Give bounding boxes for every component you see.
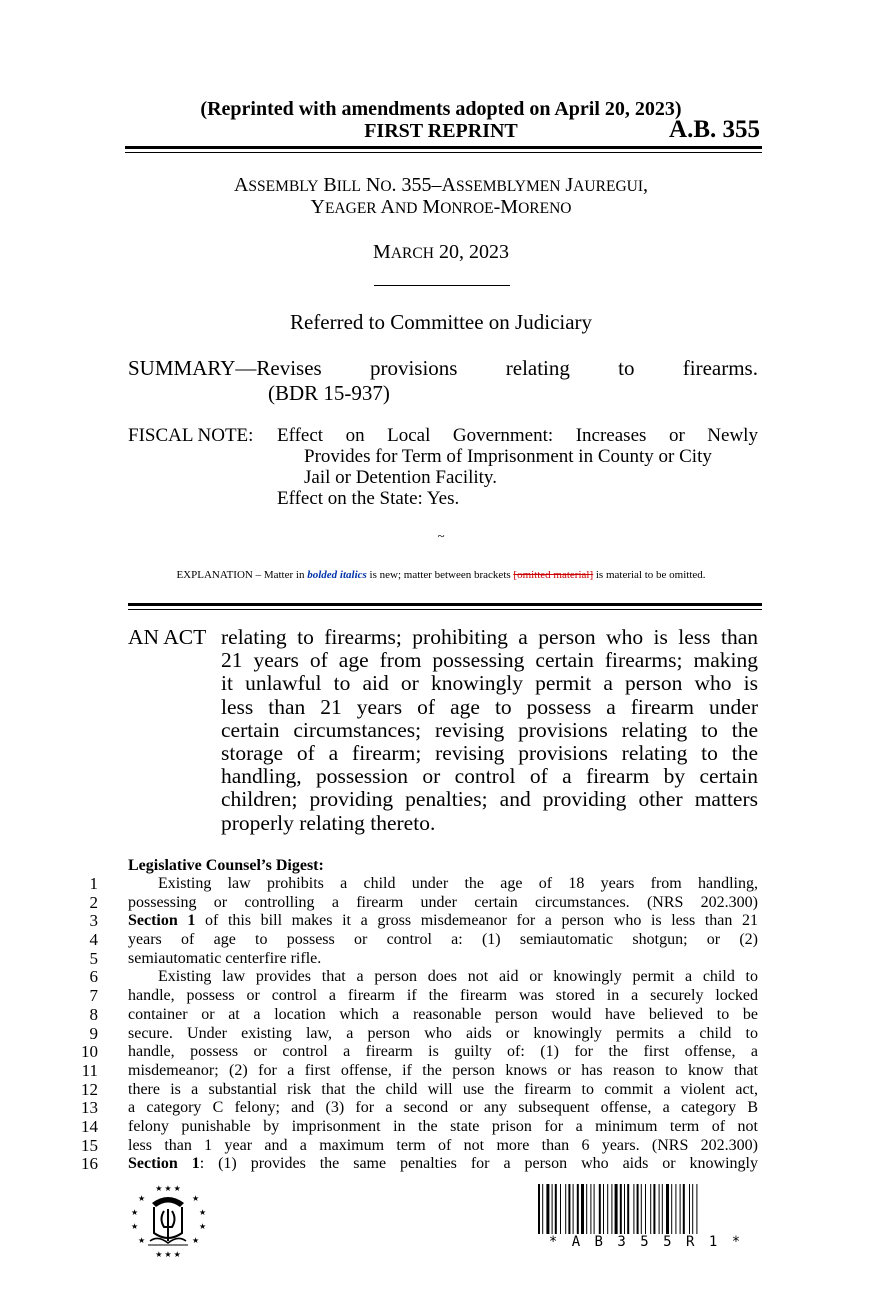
fiscal-note-line-4-text: Effect on the State: Yes. <box>277 488 460 509</box>
fiscal-note-line-1-words <box>277 425 758 446</box>
explanation-rule <box>128 603 762 606</box>
section-reference: Section 1 <box>128 1155 200 1173</box>
summary-word: relating <box>505 356 570 380</box>
digest-line-text <box>128 894 758 913</box>
digest-line-content: less than 1 year and a maximum term of not more than 6 years. (NRS 202.300) <box>128 1136 758 1154</box>
digest-line-text <box>128 875 758 894</box>
line-number: 16 <box>81 1154 98 1174</box>
line-number: 9 <box>89 1023 98 1043</box>
fiscal-note-line-3 <box>128 467 758 488</box>
act-text: certain circumstances; revising provisions relating to the <box>221 717 758 742</box>
header-rule-thin <box>125 152 762 153</box>
reprint-note: (Reprinted with amendments adopted on April 20, 2023) <box>200 98 682 120</box>
date-underline <box>374 285 510 286</box>
act-text: it unlawful to aid or knowingly permit a person who is <box>221 671 758 696</box>
section-reference: Section 1 <box>128 912 196 930</box>
digest-line-content: Existing law provides that a person does not aid or knowingly permit a child to <box>158 968 758 986</box>
digest-line-content: there is a substantial risk that the child will use the firearm to commit a violent act, <box>128 1080 758 1098</box>
fiscal-word: Newly <box>707 425 758 446</box>
explanation-prefix: EXPLANATION – Matter in <box>176 569 308 581</box>
fiscal-note-line-3-text: Jail or Detention Facility. <box>304 467 497 488</box>
fiscal-note-line-1 <box>128 425 758 446</box>
digest-line-content: : (1) provides the same penalties for a person who aids or knowingly <box>199 1155 758 1173</box>
section-separator: ~ <box>437 528 445 543</box>
digest-line-text <box>128 1062 758 1081</box>
barcode-icon <box>538 1184 754 1234</box>
line-number: 5 <box>89 948 98 968</box>
act-line-1 <box>128 626 758 649</box>
digest-line <box>89 930 758 950</box>
line-number: 13 <box>81 1098 98 1118</box>
digest-line <box>89 911 758 931</box>
fiscal-note-label: FISCAL NOTE: <box>128 425 254 446</box>
barcode-text: * A B 3 5 5 R 1 * <box>548 1234 744 1250</box>
digest-line-text <box>128 931 758 950</box>
digest-line-text <box>128 1137 758 1156</box>
digest-line-text <box>128 1099 758 1118</box>
fiscal-note <box>128 425 758 509</box>
digest-line-content: container or at a location which a reasonable person would have believed to be <box>128 1005 758 1023</box>
header-rule <box>125 146 762 149</box>
line-number: 4 <box>89 930 98 950</box>
summary-line-1 <box>128 356 758 381</box>
svg-text:★: ★ <box>192 1194 200 1203</box>
referred-to-committee: Referred to Committee on Judiciary <box>289 310 593 334</box>
digest-line-content: of this bill makes it a gross misdemeanor for a person who is less than 21 <box>195 912 758 930</box>
explanation-new-text: bolded italics <box>307 569 367 581</box>
act-text: properly relating thereto. <box>221 810 436 835</box>
digest-line <box>89 948 758 969</box>
digest-line-text <box>128 968 758 987</box>
explanation <box>0 569 882 581</box>
act-text: handling, possession or control of a firearm by certain <box>221 764 758 789</box>
line-number: 7 <box>89 986 98 1006</box>
digest-line-text <box>128 1118 758 1137</box>
digest-line-text <box>128 1155 758 1174</box>
fiscal-word: Increases <box>575 425 647 446</box>
bill-date-smallcaps: MARCH 20, 2023 <box>373 241 509 263</box>
digest-line-text <box>128 1081 758 1100</box>
digest-line-text <box>128 1006 758 1025</box>
line-number: 14 <box>81 1116 98 1136</box>
digest-line <box>81 1135 758 1156</box>
digest-line-text <box>128 1025 758 1044</box>
svg-text:★: ★ <box>199 1222 207 1231</box>
fiscal-note-line-4 <box>128 488 758 509</box>
act-text: less than 21 years of age to possess a firearm under <box>221 694 758 719</box>
act-title <box>128 626 758 835</box>
fiscal-word: on <box>345 425 365 446</box>
svg-text:★: ★ <box>199 1208 207 1217</box>
digest-line-text <box>128 950 758 969</box>
summary <box>128 356 758 406</box>
digest-body <box>81 874 758 1174</box>
digest-line-content: a category C felony; and (3) for a second or any subsequent offense, a category B <box>128 1099 758 1117</box>
digest-line <box>81 1116 758 1137</box>
line-number: 2 <box>89 892 98 912</box>
fiscal-word: Effect <box>277 425 324 446</box>
digest-line <box>89 874 758 894</box>
explanation-omitted-text: [omitted material] <box>513 569 594 581</box>
first-reprint-label: FIRST REPRINT <box>364 120 518 142</box>
digest-line <box>81 1079 758 1100</box>
act-label: AN ACT <box>128 625 207 649</box>
svg-text:★ ★ ★: ★ ★ ★ <box>155 1250 181 1259</box>
summary-word: provisions <box>369 356 458 380</box>
digest-line <box>89 967 758 987</box>
act-text: relating to firearms; prohibiting a person who is less than <box>221 625 758 649</box>
explanation-suffix: is material to be omitted. <box>593 569 706 581</box>
digest-line-content: misdemeanor; (2) for a first offense, if the person knows or has reason to know that <box>128 1061 758 1079</box>
explanation-middle: is new; matter between brackets <box>366 569 514 581</box>
fiscal-word: or <box>668 425 685 446</box>
summary-word: firearms. <box>682 356 758 380</box>
digest-line-content: felony punishable by imprisonment in the state prison for a minimum term of not <box>128 1117 758 1135</box>
bill-id: A.B. 355 <box>669 116 760 143</box>
digest-line-content: handle, possess or control a firearm is guilty of: (1) for the first offense, a <box>128 1043 758 1061</box>
digest-line-text <box>128 1043 758 1062</box>
digest-line-content: years of age to possess or control a: (1) semiautomatic shotgun; or (2) <box>128 931 758 949</box>
bill-sponsor-line-1-smallcaps: ASSEMBLY BILL NO. 355–ASSEMBLYMEN JAUREGUI, <box>233 174 649 196</box>
bill-date <box>0 241 882 264</box>
digest-line-content: handle, possess or control a firearm if the firearm was stored in a securely locked <box>128 987 758 1005</box>
digest-line <box>81 1154 758 1174</box>
digest-line-content: secure. Under existing law, a person who aids or knowingly permits a child to <box>128 1024 758 1042</box>
digest-line-content: Existing law prohibits a child under the age of 18 years from handling, <box>158 875 758 892</box>
line-number: 10 <box>81 1042 98 1062</box>
svg-text:★: ★ <box>138 1194 146 1203</box>
line-number: 12 <box>81 1079 98 1099</box>
svg-text:★: ★ <box>131 1208 139 1217</box>
digest-line <box>81 1060 758 1081</box>
fiscal-word: Local <box>387 425 431 446</box>
digest-line <box>89 1004 758 1025</box>
nevada-state-seal-icon <box>128 1183 208 1259</box>
summary-word: to <box>618 356 635 380</box>
line-number: 6 <box>89 967 98 987</box>
digest-line <box>81 1042 758 1062</box>
bill-sponsor-line-2 <box>0 196 882 219</box>
line-number: 15 <box>81 1135 98 1155</box>
act-text: 21 years of age from possessing certain firearms; making <box>221 648 758 673</box>
fiscal-word: Government: <box>452 425 554 446</box>
line-number: 8 <box>89 1004 98 1024</box>
svg-text:★ ★ ★: ★ ★ ★ <box>155 1184 181 1193</box>
digest-line <box>81 1098 758 1118</box>
digest-line <box>89 892 758 913</box>
digest-line-content: semiautomatic centerfire rifle. <box>128 949 322 967</box>
fiscal-note-line-2-text: Provides for Term of Imprisonment in County or City <box>304 446 712 467</box>
explanation-rule-thin <box>128 609 762 610</box>
digest-line-content: possessing or controlling a firearm under certain circumstances. (NRS 202.300) <box>128 893 758 911</box>
line-number: 1 <box>89 874 98 893</box>
act-text: children; providing penalties; and providing other matters <box>221 787 758 812</box>
summary-bdr: (BDR 15-937) <box>268 381 390 405</box>
digest-title: Legislative Counsel’s Digest: <box>128 857 324 874</box>
svg-text:★: ★ <box>138 1236 146 1245</box>
svg-text:★: ★ <box>192 1236 200 1245</box>
bill-sponsor-line-1 <box>0 174 882 197</box>
digest-line <box>89 1023 758 1044</box>
summary-lead: SUMMARY—Revises <box>128 356 322 380</box>
act-text: storage of a firearm; revising provisions relating to the <box>221 741 758 766</box>
line-number: 3 <box>89 911 98 931</box>
digest-line-text <box>128 987 758 1006</box>
digest-line <box>89 986 758 1006</box>
digest-line-text <box>128 912 758 931</box>
bill-sponsor-line-2-smallcaps: YEAGER AND MONROE-MORENO <box>310 196 572 218</box>
svg-text:★: ★ <box>131 1222 139 1231</box>
fiscal-note-line-2 <box>128 446 758 467</box>
line-number: 11 <box>81 1060 98 1080</box>
